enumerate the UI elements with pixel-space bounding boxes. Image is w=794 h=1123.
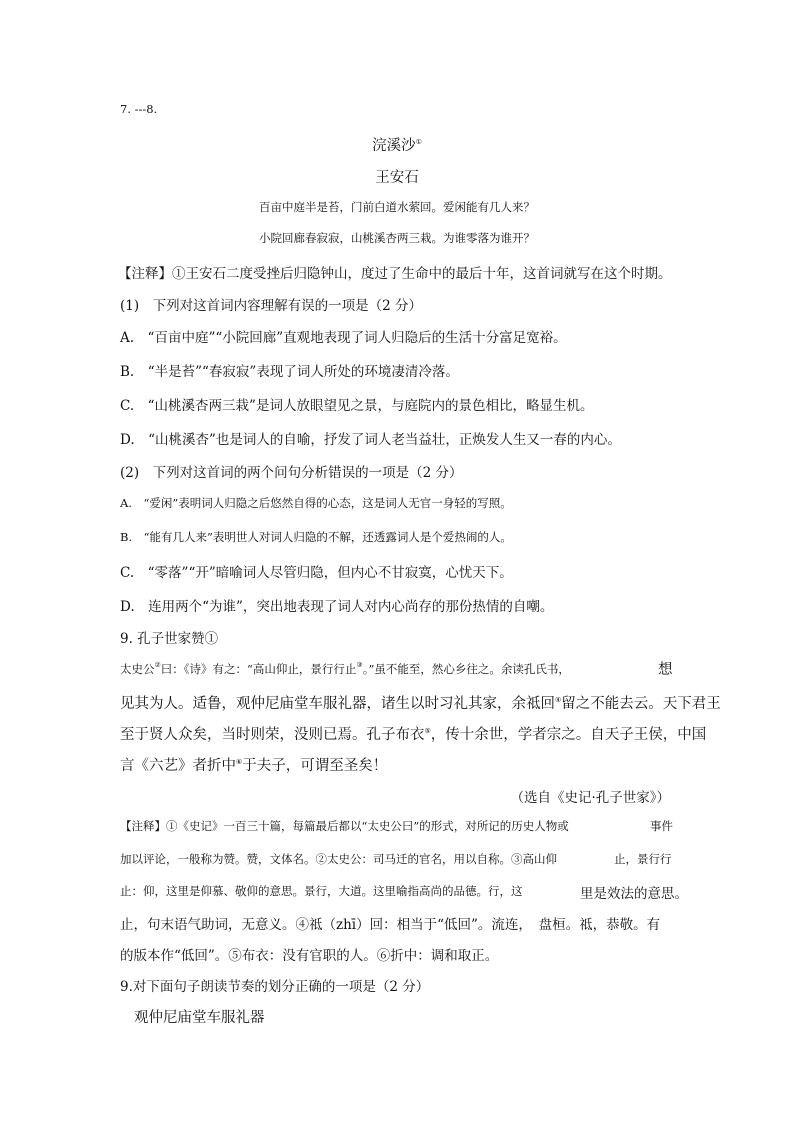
passage-line-1-c: 。”虽不能至，然心乡往之。余读孔氏书， [362,662,570,676]
question-1-stem: (1) 下列对这首词内容理解有误的一项是（2 分） [120,298,423,314]
note-mark-6: ⑥ [236,758,243,766]
question-2-option-a: A. “爱闲”表明词人归隐之后悠然自得的心态，这是词人无官一身轻的写照。 [120,496,512,510]
notes-line-2-end: 止，景行行 [614,852,672,866]
passage-line-4-b: 于夫子，可谓至圣矣！ [242,758,388,774]
notes-line-1: 【注释】①《史记》一百三十篇，每篇最后都以“太史公曰”的形式，对所记的历史人物或 [120,819,569,833]
note-mark-4: ④ [555,696,562,704]
passage-line-1-a: 太史公 [120,662,155,676]
question-1-option-d: D. “山桃溪杏”也是词人的自喻，抒发了词人老当益壮，正焕发人生又一春的内心。 [120,432,621,448]
question-2-option-c: C. “零落”“开”暗喻词人尽管归隐，但内心不甘寂寞，心忧天下。 [120,565,513,581]
passage-line-3-a: 至于贤人众矣，当时则荣，没则已焉。孔子布衣 [120,727,425,743]
poem-title [0,134,794,155]
passage-line-3 [120,723,706,744]
question-1-option-c: C. “山桃溪杏两三栽”是词人放眼望见之景，与庭院内的景色相比，略显生机。 [120,398,594,414]
poem-line-2: 小院回廊春寂寂，山桃溪杏两三栽。为谁零落为谁开？ [259,231,535,245]
poem-title-text: 浣溪沙 [372,138,416,154]
question-2-stem: (2) 下列对这首词的两个问句分析错误的一项是（2 分） [120,465,463,481]
question-9-sentence: 观仲尼庙堂车服礼器 [134,1010,265,1026]
notes-line-3: 止：仰，这里是仰慕、敬仰的意思。景行，大道。这里喻指高尚的品德。行，这 [120,884,523,898]
note-mark-5: ⑤ [424,727,431,735]
passage-source: （选自《史记·孔子世家》） [510,790,670,806]
question-1-option-a: A. “百亩中庭”“小院回廊”直观地表现了词人归隐后的生活十分富足宽裕。 [120,330,567,346]
section-9-title: 9. 孔子世家赞① [120,631,219,647]
note-mark-3: ③ [356,661,363,669]
passage-line-4-a: 言《六艺》者折中 [120,758,236,774]
passage-line-3-b: ，传十余世，学者宗之。自天子王侯，中国 [430,727,707,743]
poem-author: 王安石 [375,170,419,186]
note-mark-2: ② [154,661,161,669]
question-2-option-b: B. “能有几人来”表明世人对词人归隐的不解，还透露词人是个爱热闹的人。 [120,530,512,544]
poem-annotation: 【注释】①王安石二度受挫后归隐钟山，度过了生命中的最后十年，这首词就写在这个时期。 [118,266,672,282]
passage-line-4 [120,754,387,775]
passage-line-2-a: 见其为人。适鲁，观仲尼庙堂车服礼器，诸生以时习礼其家，余祗回 [120,696,555,712]
question-9-stem: 9.对下面句子朗读节奏的划分正确的一项是（2 分） [120,979,430,995]
passage-line-1-b: 曰：《诗》有之：“高山仰止，景行行止 [160,662,357,676]
passage-line-2-b: 留之不能去云。天下君王 [561,696,721,712]
notes-line-5: 的版本作“低回”。⑤布衣：没有官职的人。⑥折中：调和取正。 [120,948,499,964]
question-1-option-b: B. “半是苔”“春寂寂”表现了词人所处的环境凄清冷落。 [120,364,459,380]
poem-line-1: 百亩中庭半是苔，门前白道水萦回。爱闲能有几人来？ [259,200,535,214]
question-2-option-d: D. 连用两个“为谁”，突出地表现了词人对内心尚存的那份热情的自嘲。 [120,599,554,615]
passage-line-2 [120,692,721,713]
notes-line-4: 止，句末语气助词，无意义。④祗（zhī）回：相当于“低回”。流连， 盘桓。祗，恭敬。有 [120,917,661,933]
passage-line-1-end: 想 [658,662,673,678]
question-range-header: 7. ---8. [120,102,158,116]
notes-line-3-end: 里是效法的意思。 [580,886,688,902]
poem-title-note-mark: ① [415,138,422,146]
passage-line-1 [120,661,570,677]
notes-line-2: 加以评论，一般称为赞。赞，文体名。②太史公：司马迁的官名，用以自称。③高山仰 [120,852,557,866]
notes-line-1-end: 事件 [650,819,673,833]
